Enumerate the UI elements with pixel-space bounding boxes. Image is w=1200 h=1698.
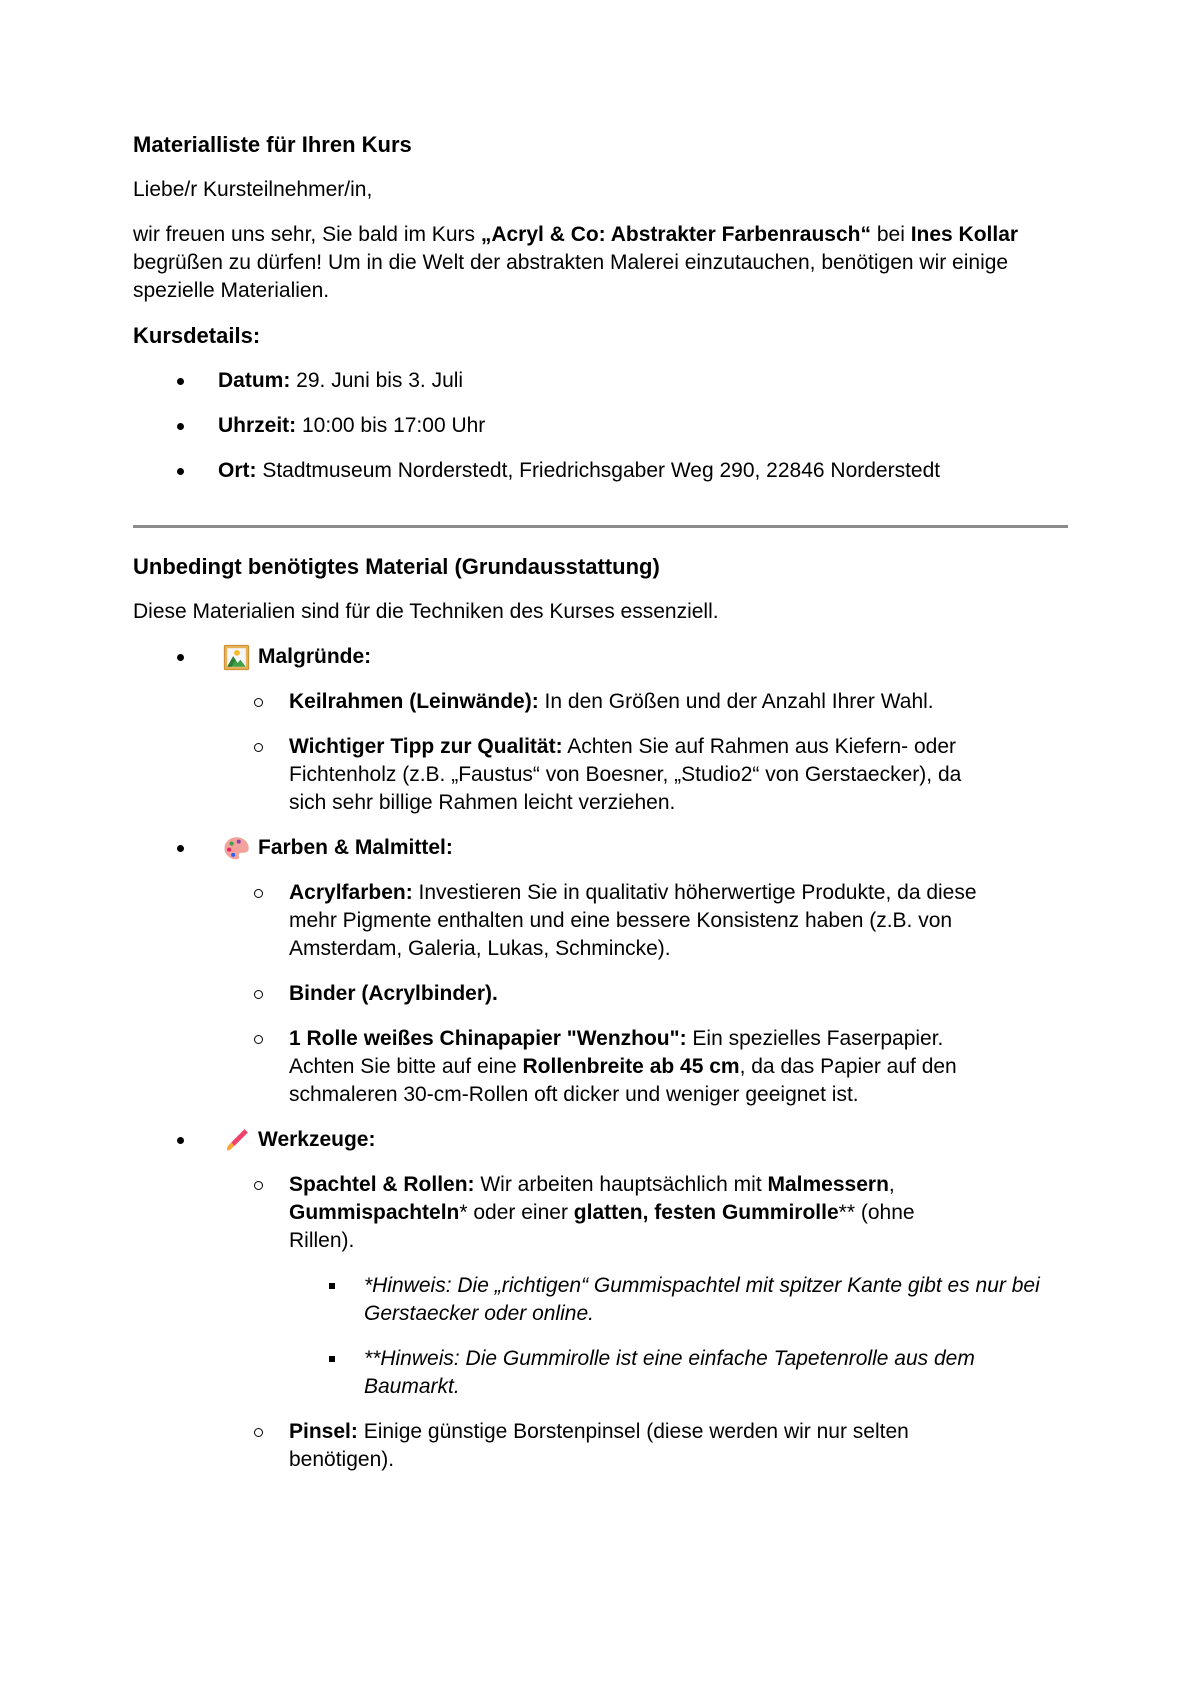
list-item-binder	[133, 980, 1068, 1008]
list-item-text	[218, 457, 1068, 485]
intro-text-pre: wir freuen uns sehr, Sie bald im Kurs	[133, 223, 481, 246]
list-item-chinapapier	[133, 1025, 1068, 1109]
course-name: „Acryl & Co: Abstrakter Farbenrausch“	[480, 223, 871, 246]
intro-text-mid: bei	[871, 223, 911, 246]
list-item-pinsel	[133, 1418, 1068, 1474]
bullet-disc-marker	[177, 1126, 218, 1144]
item-text: ** (ohne Rillen).	[289, 1201, 915, 1252]
note-text: **Hinweis: Die Gummirolle ist eine einfache Tapetenrolle aus dem Baumarkt.	[364, 1347, 975, 1398]
group-title-label: Werkzeuge:	[258, 1128, 376, 1151]
list-item-qualitaet-tipp	[133, 733, 1068, 817]
section-divider	[133, 525, 1068, 528]
item-bold-text: Gummispachteln	[289, 1201, 460, 1224]
list-item-datum	[133, 367, 1068, 395]
salutation: Liebe/r Kursteilnehmer/in,	[133, 178, 373, 201]
bullet-disc-marker	[177, 412, 218, 430]
bullet-disc-marker	[177, 643, 218, 661]
uhrzeit-label: Uhrzeit:	[218, 414, 297, 437]
bullet-square-marker	[329, 1272, 364, 1289]
paintbrush-icon	[223, 1127, 250, 1154]
list-item-keilrahmen	[133, 688, 1068, 716]
uhrzeit-value: 10:00 bis 17:00 Uhr	[296, 414, 486, 437]
instructor-name: Ines Kollar	[910, 223, 1019, 246]
item-text: Einige günstige Borstenpinsel (diese werden wir nur selten benötigen).	[289, 1420, 909, 1471]
bullet-circle-marker	[254, 733, 289, 752]
item-label: Keilrahmen (Leinwände):	[289, 690, 539, 713]
item-text: Achten Sie auf Rahmen aus Kiefern- oder Fichtenholz (z.B. „Faustus“ von Boesner, „Studio2“ von Gerstaecker), da sich sehr billige Rahmen leicht verziehen.	[289, 735, 962, 814]
palette-icon	[223, 835, 250, 862]
list-item-hinweis-gummirolle	[133, 1345, 1068, 1401]
doc-title: Materialliste für Ihren Kurs	[133, 132, 412, 157]
list-item-acrylfarben	[133, 879, 1068, 963]
list-item-text	[289, 1025, 979, 1109]
list-item-text	[289, 688, 979, 716]
item-label: Binder (Acrylbinder).	[289, 982, 498, 1005]
bullet-circle-marker	[254, 1025, 289, 1044]
item-text: * oder einer	[459, 1201, 574, 1224]
list-item-ort	[133, 457, 1068, 485]
group-title-malgruende	[133, 643, 1068, 671]
list-item-text	[289, 1418, 979, 1474]
item-text: , da das Papier auf den schmaleren 30-cm-Rollen oft dicker und weniger geeignet ist.	[289, 1055, 957, 1106]
list-item-hinweis-gummispachtel	[133, 1272, 1068, 1328]
group-title-label: Farben & Malmittel:	[258, 836, 453, 859]
bullet-circle-marker	[254, 879, 289, 898]
list-item-text	[289, 879, 979, 963]
item-bold-text: glatten, festen Gummirolle	[573, 1201, 839, 1224]
item-text: Ein spezielles Faserpapier. Achten Sie bitte auf eine	[289, 1027, 944, 1078]
bullet-circle-marker	[254, 1418, 289, 1437]
item-bold-text: Rollenbreite ab 45 cm	[522, 1055, 740, 1078]
item-bold-text: Malmessern	[767, 1173, 889, 1196]
framed-picture-icon	[223, 644, 250, 671]
list-item-spachtel-rollen	[133, 1171, 1068, 1255]
list-item-text	[289, 1171, 979, 1255]
list-item-uhrzeit	[133, 412, 1068, 440]
group-title-farben-malmittel	[133, 834, 1068, 862]
intro-paragraph	[133, 221, 1038, 305]
item-label: Wichtiger Tipp zur Qualität:	[289, 735, 563, 758]
ort-label: Ort:	[218, 459, 257, 482]
item-label: 1 Rolle weißes Chinapapier "Wenzhou":	[289, 1027, 687, 1050]
list-item-text	[218, 367, 1068, 395]
ort-value: Stadtmuseum Norderstedt, Friedrichsgaber Weg 290, 22846 Norderstedt	[256, 459, 941, 482]
intro-text-post: begrüßen zu dürfen! Um in die Welt der abstrakten Malerei einzutauchen, benötigen wir einige spezielle Materialien.	[133, 251, 1009, 302]
group-title-label: Malgründe:	[258, 645, 372, 668]
datum-value: 29. Juni bis 3. Juli	[290, 369, 464, 392]
bullet-disc-marker	[177, 367, 218, 385]
group-title-werkzeuge	[133, 1126, 1068, 1154]
bullet-disc-marker	[177, 834, 218, 852]
bullet-circle-marker	[254, 688, 289, 707]
item-label: Acrylfarben:	[289, 881, 413, 904]
datum-label: Datum:	[218, 369, 291, 392]
item-text: ,	[888, 1173, 895, 1196]
bullet-disc-marker	[177, 457, 218, 475]
item-text: In den Größen und der Anzahl Ihrer Wahl.	[538, 690, 934, 713]
material-heading: Unbedingt benötigtes Material (Grundausstattung)	[133, 554, 660, 579]
item-label: Spachtel & Rollen:	[289, 1173, 475, 1196]
list-item-text	[218, 412, 1068, 440]
item-text: Investieren Sie in qualitativ höherwertige Produkte, da diese mehr Pigmente enthalten und eine bessere Konsistenz haben (z.B. von Amsterdam, Galeria, Lukas, Schmincke).	[289, 881, 977, 960]
material-intro: Diese Materialien sind für die Techniken des Kurses essenziell.	[133, 600, 719, 623]
item-text: Wir arbeiten hauptsächlich mit	[474, 1173, 768, 1196]
list-item-text	[289, 980, 979, 1008]
item-label: Pinsel:	[289, 1420, 358, 1443]
bullet-square-marker	[329, 1345, 364, 1362]
kursdetails-heading: Kursdetails:	[133, 323, 261, 348]
bullet-circle-marker	[254, 1171, 289, 1190]
list-item-text	[289, 733, 979, 817]
note-text: *Hinweis: Die „richtigen“ Gummispachtel mit spitzer Kante gibt es nur bei Gerstaecker oder online.	[364, 1274, 1040, 1325]
bullet-circle-marker	[254, 980, 289, 999]
